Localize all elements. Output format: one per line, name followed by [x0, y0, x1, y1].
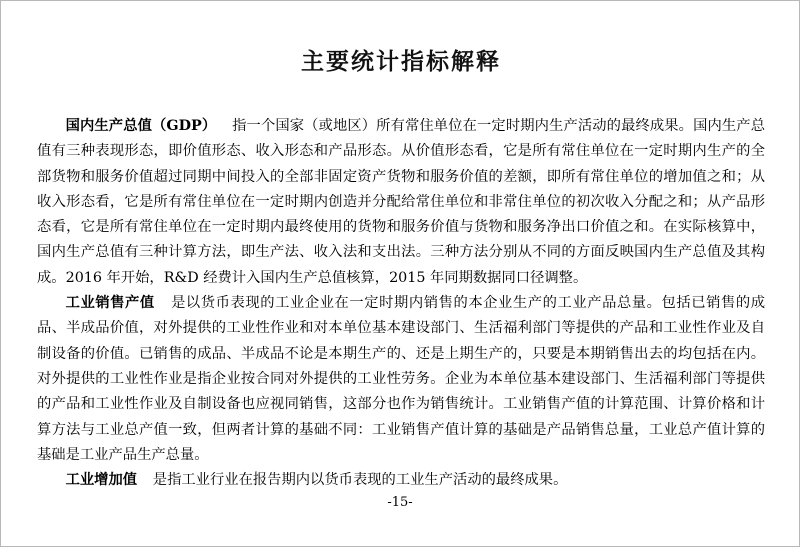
- paragraph-text-gdp: 指一个国家（或地区）所有常住单位在一定时期内生产活动的最终成果。国内生产总值有三种表现形态，即价值形态、收入形态和产品形态。从价值形态看，它是所有常住单位在一定时期内生产的全部货物和服务价值超过同期中间投入的全部非固定资产货物和服务价值的差额，即所有常住单位的增加值之和；从收入形态看，它是所有常住单位在一定时期内创造并分配给常住单位和非常住单位的初次收入分配之和；从产品形态看，它是所有常住单位在一定时期内最终使用的货物和服务价值与货物和服务净出口价值之和。在实际核算中，国内生产总值有三种计算方法，即生产法、收入法和支出法。三种方法分别从不同的方面反映国内生产总值及其构成。2016 年开始，R&D 经费计入国内生产总值核算，2015 年同期数据同口径调整。: [37, 118, 766, 286]
- term-label-industrial-added-value: 工业增加值: [65, 472, 138, 489]
- page-number: -15-: [387, 495, 413, 510]
- paragraph-gdp: [37, 114, 765, 291]
- paragraph-text-industrial-sales-output: 是以货币表现的工业企业在一定时期内销售的本企业生产的工业产品总量。包括已销售的成品、半成品价值，对外提供的工业性作业和对本单位基本建设部门、生活福利部门等提供的产品和工业性作业及自制设备的价值。已销售的成品、半成品不论是本期生产的、还是上期生产的，只要是本期销售出去的均包括在内。对外提供的工业性作业是指企业按合同对外提供的工业性劳务。企业为本单位基本建设部门、生活福利部门等提供的产品和工业性作业及自制设备也应视同销售，这部分也作为销售统计。工业销售产值的计算范围、计算价格和计算方法与工业总产值一致，但两者计算的基础不同：工业销售产值计算的基础是产品销售总量，工业总产值计算的基础是工业产品生产总量。: [37, 295, 766, 463]
- page-title: 主要统计指标解释: [301, 48, 501, 75]
- term-label-gdp: 国内生产总值（GDP）: [65, 118, 217, 134]
- paragraph-industrial-added-value: [37, 468, 765, 493]
- paragraph-text-industrial-added-value: 是指工业行业在报告期内以货币表现的工业生产活动的最终成果。: [152, 472, 568, 489]
- term-label-industrial-sales-output: 工业销售产值: [65, 295, 155, 312]
- page-content-area: [37, 1, 765, 546]
- document-body: [37, 114, 765, 493]
- paragraph-industrial-sales-output: [37, 291, 765, 468]
